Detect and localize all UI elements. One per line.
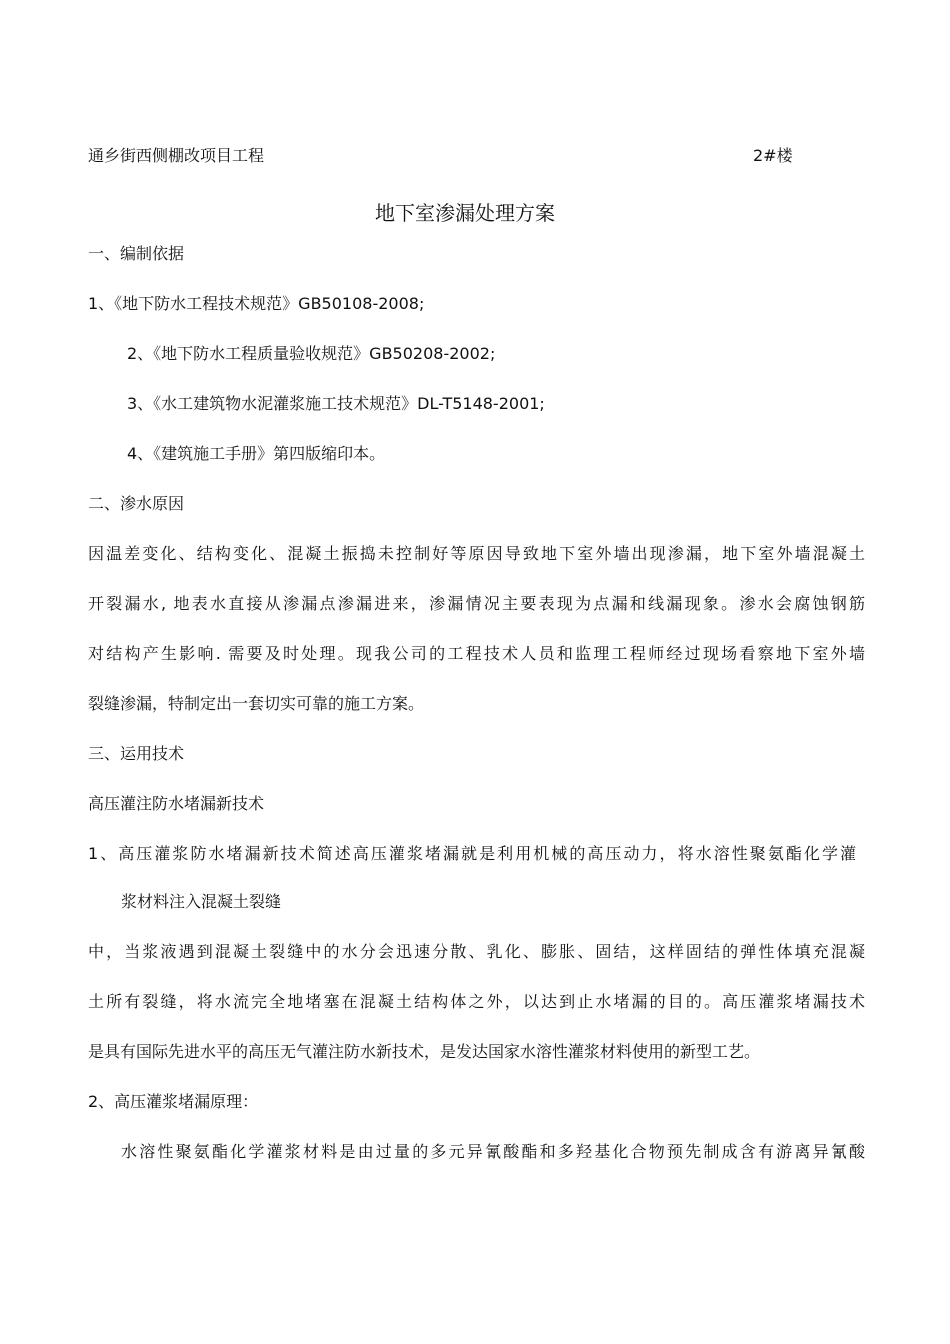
section-heading-technology: 三、运用技术 [88,744,185,763]
section-heading-basis: 一、编制依据 [88,244,185,263]
technology-item-1-body: 是具有国际先进水平的高压无气灌注防水新技术，是发达国家水溶性灌浆材料使用的新型工艺。 [88,1042,761,1061]
cause-paragraph-line: 因温差变化、结构变化、混凝土振捣未控制好等原因导致地下室外墙出现渗漏，地下室外墙混凝土 [88,544,865,563]
basis-item-2: 2、《地下防水工程质量验收规范》GB50208-2002; [127,344,496,363]
technology-item-2-line: 水溶性聚氨酯化学灌浆材料是由过量的多元异氰酸酯和多羟基化合物预先制成含有游离异氰酸 [121,1142,865,1161]
technology-item-1-line: 1、高压灌浆防水堵漏新技术简述高压灌浆堵漏就是利用机械的高压动力，将水溶性聚氨酯化学灌 [88,844,856,863]
document-title: 地下室渗漏处理方案 [375,201,555,225]
cause-paragraph-line: 裂缝渗漏，特制定出一套切实可靠的施工方案。 [88,694,425,713]
header-project-name: 通乡街西侧棚改项目工程 [88,146,265,165]
technology-item-1-line: 浆材料注入混凝土裂缝 [121,892,282,911]
technology-item-2-heading: 2、高压灌浆堵漏原理： [88,1092,259,1111]
cause-paragraph-line: 对结构产生影响. 需要及时处理。现我公司的工程技术人员和监理工程师经过现场看察地下室外墙 [88,644,865,663]
basis-item-1: 1、《地下防水工程技术规范》GB50108-2008; [88,294,425,313]
cause-paragraph-line: 开裂漏水, 地表水直接从渗漏点渗漏进来，渗漏情况主要表现为点漏和线漏现象。渗水会腐蚀钢筋 [88,594,865,613]
section-heading-cause: 二、渗水原因 [88,494,185,513]
technology-item-1-body: 中，当浆液遇到混凝土裂缝中的水分会迅速分散、乳化、膨胀、固结，这样固结的弹性体填充混凝 [88,942,865,961]
basis-item-3: 3、《水工建筑物水泥灌浆施工技术规范》DL-T5148-2001; [127,394,545,413]
header-building-number: 2#楼 [753,146,793,165]
technology-item-1-body: 土所有裂缝，将水流完全地堵塞在混凝土结构体之外，以达到止水堵漏的目的。高压灌浆堵漏技术 [88,992,865,1011]
basis-item-4: 4、《建筑施工手册》第四版缩印本。 [127,444,386,463]
technology-subheading: 高压灌注防水堵漏新技术 [88,794,265,813]
